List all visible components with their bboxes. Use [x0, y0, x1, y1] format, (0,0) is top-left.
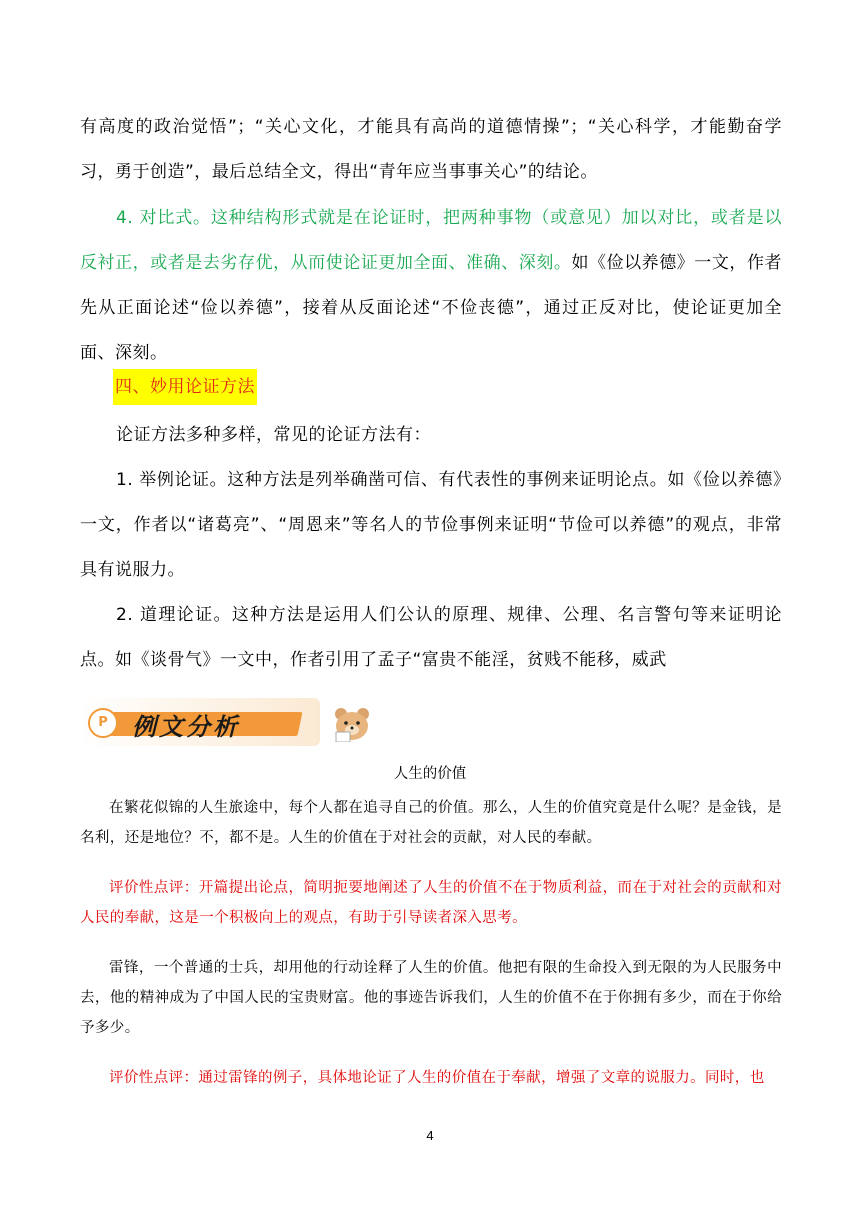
method-1-paragraph: 1. 举例论证。这种方法是列举确凿可信、有代表性的事例来证明论点。如《俭以养德》一文，作者以“诸葛亮”、“周恩来”等名人的节俭事例来证明“节俭可以养德”的观点，非常具有说服力。 [80, 470, 782, 580]
p-circle-icon: P [88, 708, 118, 738]
continuation-paragraph: 有高度的政治觉悟”；“关心文化，才能具有高尚的道德情操”；“关心科学，才能勤奋学习，勇于创造”，最后总结全文，得出“青年应当事事关心”的结论。 [80, 117, 782, 182]
section-heading-wrap [113, 369, 257, 405]
essay-comment-1: 评价性点评：开篇提出论点，简明扼要地阐述了人生的价值不在于物质利益，而在于对社会的贡献和对人民的奉献，这是一个积极向上的观点，有助于引导读者深入思考。 [80, 880, 782, 926]
essay-comment-2: 评价性点评：通过雷锋的例子，具体地论证了人生的价值在于奉献，增强了文章的说服力。同时，也 [109, 1070, 765, 1086]
banner-title: 例文分析 [132, 713, 240, 741]
example-analysis-banner [80, 698, 320, 746]
essay-paragraph-2: 雷锋，一个普通的士兵，却用他的行动诠释了人生的价值。他把有限的生命投入到无限的为人民服务中去，他的精神成为了中国人民的宝贵财富。他的事迹告诉我们，人生的价值不在于你拥有多少，而在于你给予多少。 [80, 960, 782, 1036]
item4-green-text: 4. 对比式。这种结构形式就是在论证时，把两种事物（或意见）加以对比，或者是以反衬正，或者是去劣存优，从而使论证更加全面、准确、深刻。 [80, 208, 782, 273]
section-heading: 四、妙用论证方法 [113, 369, 257, 405]
item4-paragraph [80, 196, 782, 376]
bear-mascot-icon [332, 706, 372, 742]
method-2-paragraph: 2. 道理论证。这种方法是运用人们公认的原理、规律、公理、名言警句等来证明论点。如《谈骨气》一文中，作者引用了孟子“富贵不能淫，贫贱不能移，威武 [80, 605, 782, 670]
item4-example-text: 如《俭以养德》一文，作者先从正面论述“俭以养德”，接着从反面论述“不俭丧德”，通过正反对比，使论证更加全面、深刻。 [80, 253, 783, 363]
page-number: 4 [426, 1128, 434, 1143]
methods-intro [80, 413, 782, 683]
methods-intro-text: 论证方法多种多样，常见的论证方法有： [116, 425, 431, 445]
essay-title: 人生的价值 [393, 766, 467, 782]
essay-paragraph-1: 在繁花似锦的人生旅途中，每个人都在追寻自己的价值。那么，人生的价值究竟是什么呢？是金钱，是名利，还是地位？不，都不是。人生的价值在于对社会的贡献，对人民的奉献。 [80, 800, 782, 846]
